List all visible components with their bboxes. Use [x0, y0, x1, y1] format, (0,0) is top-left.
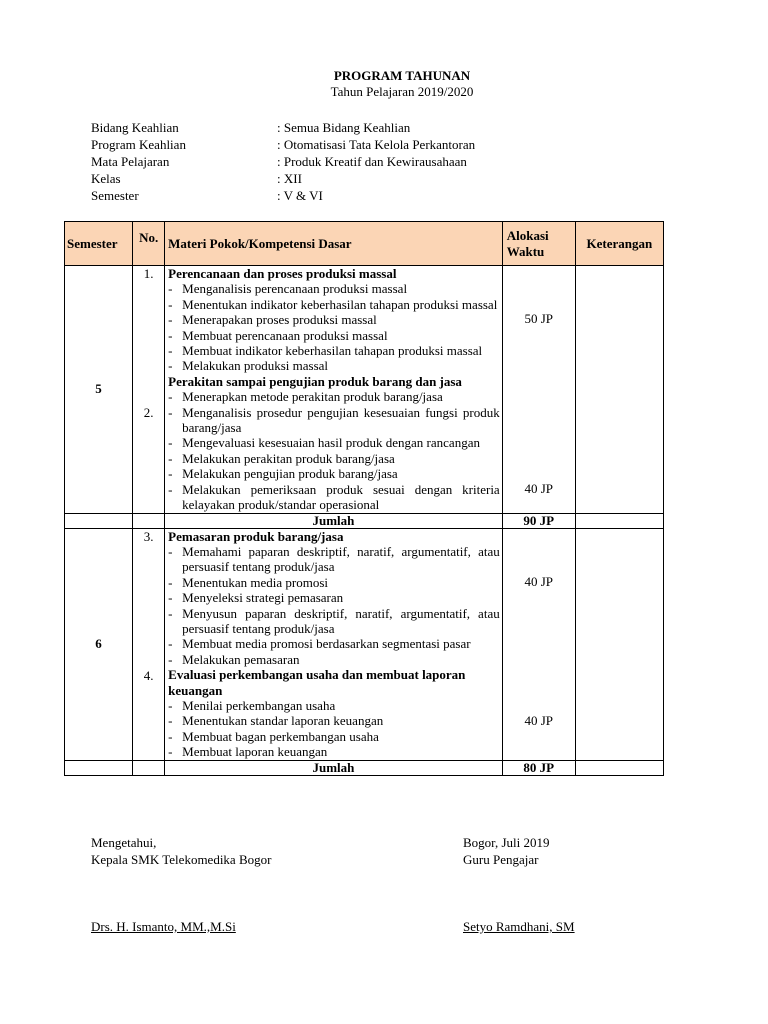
header-alokasi-line1: Alokasi: [506, 227, 549, 243]
list-item: - Melakukan perakitan produk barang/jasa: [168, 451, 500, 466]
info-key: Mata Pelajaran: [91, 154, 170, 169]
info-key: Bidang Keahlian: [91, 120, 179, 135]
list-item: - Melakukan pengujian produk barang/jasa: [168, 466, 500, 481]
list-item: - Membuat laporan keuangan: [168, 744, 500, 759]
info-value: : XII: [277, 171, 302, 186]
empty-cell: [575, 513, 663, 528]
header-alokasi: [502, 222, 575, 266]
empty-cell: [65, 760, 133, 775]
info-value: : Otomatisasi Tata Kelola Perkantoran: [277, 137, 476, 152]
list-item: - Membuat bagan perkembangan usaha: [168, 729, 500, 744]
empty-cell: [575, 760, 663, 775]
table-row: [65, 266, 664, 514]
semester-value: 6: [65, 528, 133, 760]
footer-left: [91, 834, 271, 868]
list-item: - Melakukan pemasaran: [168, 652, 500, 667]
info-row: [91, 136, 475, 153]
info-row: [91, 119, 475, 136]
total-label: Jumlah: [165, 760, 503, 775]
item-number: 3.: [143, 528, 154, 544]
info-value: : V & VI: [277, 188, 323, 203]
section-title: Evaluasi perkembangan usaha dan membuat laporan keuangan: [168, 667, 466, 698]
total-value: 80 JP: [502, 760, 575, 775]
alokasi-value: 50 JP: [524, 311, 554, 326]
document-subtitle: Tahun Pelajaran 2019/2020: [330, 84, 474, 99]
header-alokasi-line2: Waktu: [506, 243, 545, 259]
signature-left: Drs. H. Ismanto, MM.,M.Si: [91, 919, 236, 934]
list-item: - Membuat indikator keberhasilan tahapan produksi massal: [168, 343, 500, 358]
header-keterangan: Keterangan: [575, 222, 663, 266]
list-item: - Membuat perencanaan produksi massal: [168, 328, 500, 343]
alokasi-value: 40 JP: [524, 712, 554, 728]
table-header-row: [65, 222, 664, 266]
info-row: [91, 153, 475, 170]
info-key: Semester: [91, 188, 139, 203]
total-row: [65, 513, 664, 528]
info-value: : Semua Bidang Keahlian: [277, 120, 411, 135]
materi-cell: [165, 266, 503, 514]
info-key: Program Keahlian: [91, 137, 186, 152]
table-row: [65, 528, 664, 760]
footer-right-line2: Guru Pengajar: [463, 852, 539, 867]
list-item: - Menganalisis perencanaan produksi massal: [168, 281, 500, 296]
semester-value: 5: [65, 266, 133, 514]
document-title: PROGRAM TAHUNAN: [333, 68, 471, 83]
list-item: - Memahami paparan deskriptif, naratif, argumentatif, atau persuasif tentang produk/jasa: [168, 544, 500, 575]
program-table: [64, 221, 664, 776]
section-title: Perakitan sampai pengujian produk barang dan jasa: [168, 373, 462, 389]
list-item: - Melakukan produksi massal: [168, 358, 500, 373]
list-item: - Membuat media promosi berdasarkan segmentasi pasar: [168, 636, 500, 651]
keterangan-cell: [575, 528, 663, 760]
item-number: 1.: [143, 266, 154, 281]
header-materi: Materi Pokok/Kompetensi Dasar: [165, 222, 503, 266]
alokasi-value: 40 JP: [524, 481, 554, 496]
total-value: 90 JP: [502, 513, 575, 528]
number-cell: [133, 528, 165, 760]
list-item: - Menentukan indikator keberhasilan tahapan produksi massal: [168, 297, 500, 312]
alokasi-value: 40 JP: [524, 573, 554, 589]
footer-right: [463, 834, 550, 868]
info-value: : Produk Kreatif dan Kewirausahaan: [277, 154, 467, 169]
keterangan-cell: [575, 266, 663, 514]
alokasi-cell: [502, 528, 575, 760]
list-item: - Menganalisis prosedur pengujian kesesuaian fungsi produk barang/jasa: [168, 405, 500, 436]
item-number: 2.: [143, 405, 154, 420]
info-block: [91, 119, 475, 204]
item-number: 4.: [143, 667, 154, 683]
signature-right: Setyo Ramdhani, SM: [463, 919, 575, 934]
materi-cell: [165, 528, 503, 760]
number-cell: [133, 266, 165, 514]
header-semester: Semester: [65, 222, 133, 266]
total-row: [65, 760, 664, 775]
list-item: - Menyusun paparan deskriptif, naratif, argumentatif, atau persuasif tentang produk/jasa: [168, 606, 500, 637]
footer-left-line2: Kepala SMK Telekomedika Bogor: [91, 852, 272, 867]
list-item: - Menerapakan proses produksi massal: [168, 312, 500, 327]
footer-left-line1: Mengetahui,: [91, 835, 157, 850]
section-title: Pemasaran produk barang/jasa: [168, 528, 344, 544]
total-label: Jumlah: [165, 513, 503, 528]
alokasi-cell: [502, 266, 575, 514]
list-item: - Menyeleksi strategi pemasaran: [168, 590, 500, 605]
empty-cell: [133, 760, 165, 775]
section-title: Perencanaan dan proses produksi massal: [168, 266, 397, 281]
list-item: - Melakukan pemeriksaan produk sesuai dengan kriteria kelayakan produk/standar operasional: [168, 482, 500, 513]
list-item: - Mengevaluasi kesesuaian hasil produk dengan rancangan: [168, 435, 500, 450]
header-no: No.: [133, 222, 165, 266]
list-item: - Menerapkan metode perakitan produk barang/jasa: [168, 389, 500, 404]
info-row: [91, 170, 475, 187]
list-item: - Menentukan media promosi: [168, 575, 500, 590]
empty-cell: [65, 513, 133, 528]
info-row: [91, 187, 475, 204]
list-item: - Menentukan standar laporan keuangan: [168, 713, 500, 728]
list-item: - Menilai perkembangan usaha: [168, 698, 500, 713]
empty-cell: [133, 513, 165, 528]
info-key: Kelas: [91, 171, 121, 186]
footer-right-line1: Bogor, Juli 2019: [463, 835, 550, 850]
